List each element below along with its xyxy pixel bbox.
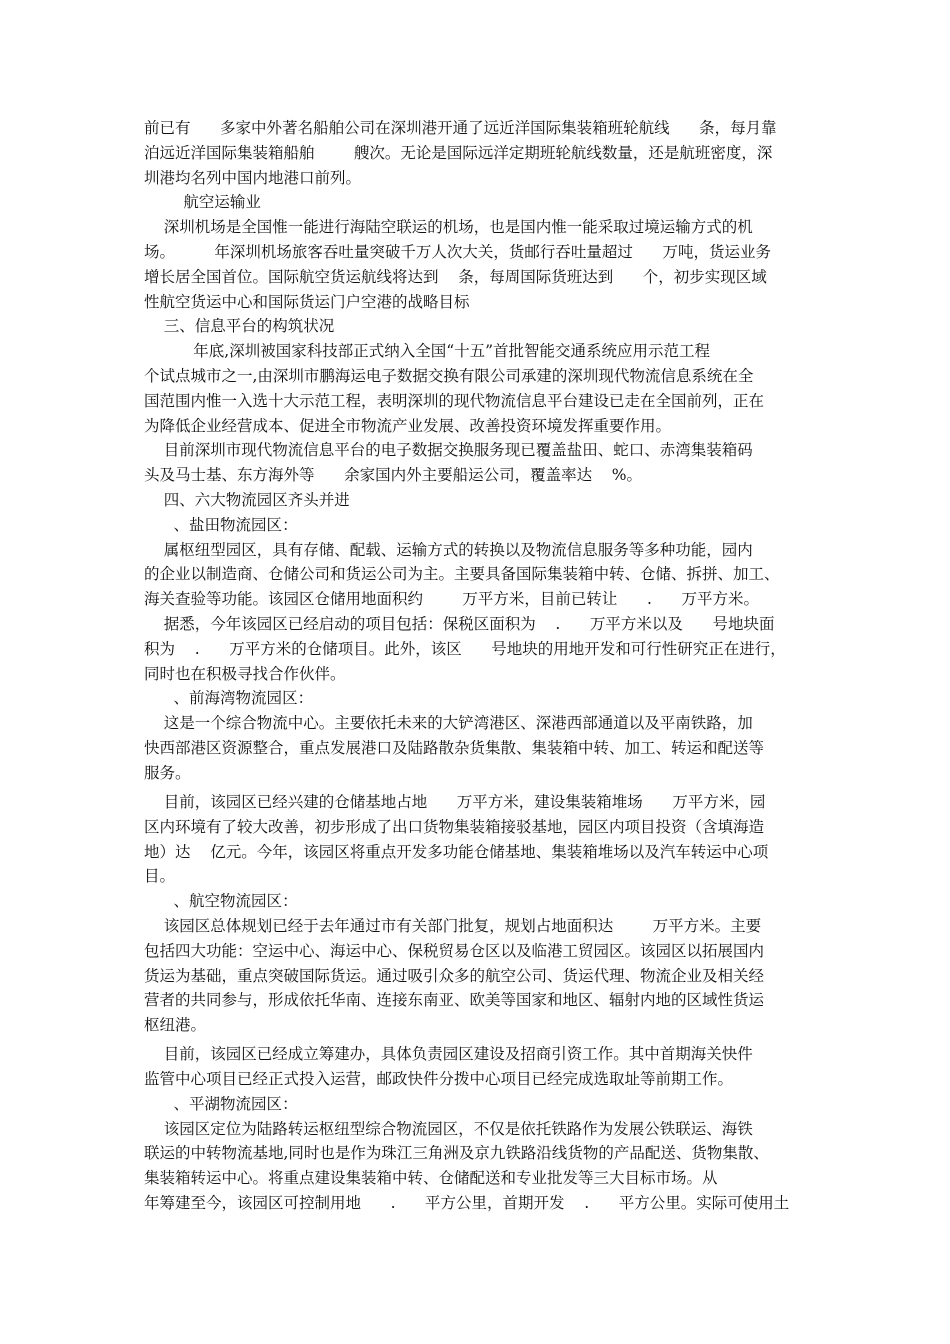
section-heading: 航空运输业 xyxy=(144,193,261,211)
text-line: 据悉，今年该园区已经启动的项目包括：保税区面积为 . 万平方米以及 号地块面 xyxy=(144,615,775,633)
text-line: 圳港均名列中国内地港口前列。 xyxy=(144,169,362,187)
section-heading: 三、信息平台的构筑状况 xyxy=(144,317,335,335)
text-line: 区内环境有了较大改善，初步形成了出口货物集装箱接驳基地，园区内项目投资（含填海造 xyxy=(144,818,765,836)
text-line: 同时也在积极寻找合作伙伴。 xyxy=(144,665,346,683)
text-line: 的企业以制造商、仓储公司和货运公司为主。主要具备国际集装箱中转、仓储、拆拼、加工、 xyxy=(144,565,780,583)
text-line: 积为 . 万平方米的仓储项目。此外，该区 号地块的用地开发和可行性研究正在进行， xyxy=(144,640,786,658)
section-heading: 四、六大物流园区齐头并进 xyxy=(144,491,350,509)
text-line: 深圳机场是全国惟一能进行海陆空联运的机场，也是国内惟一能采取过境运输方式的机 xyxy=(144,218,753,236)
text-line: 该园区定位为陆路转运枢纽型综合物流园区，不仅是依托铁路作为发展公铁联运、海铁 xyxy=(144,1120,753,1138)
text-line: 年底,深圳被国家科技部正式纳入全国“十五”首批智能交通系统应用示范工程 xyxy=(144,342,711,360)
text-line: 监管中心项目已经正式投入运营，邮政快件分拨中心项目已经完成选取址等前期工作。 xyxy=(144,1070,734,1088)
text-line: 目前，该园区已经成立筹建办，具体负责园区建设及招商引资工作。其中首期海关快件 xyxy=(144,1045,753,1063)
text-line: 前已有 多家中外著名船舶公司在深圳港开通了远近洋国际集装箱班轮航线 条，每月靠 xyxy=(144,119,777,137)
text-line: 枢纽港。 xyxy=(144,1016,207,1034)
text-line: 为降低企业经营成本、促进全市物流产业发展、改善投资环境发挥重要作用。 xyxy=(144,417,672,435)
subsection-heading: 、前海湾物流园区： xyxy=(144,689,314,707)
text-line: 联运的中转物流基地,同时也是作为珠江三角洲及京九铁路沿线货物的产品配送、货物集散、 xyxy=(144,1144,769,1162)
subsection-heading: 、盐田物流园区： xyxy=(144,516,298,534)
text-line: 地）达 亿元。今年，该园区将重点开发多功能仓储基地、集装箱堆场以及汽车转运中心项 xyxy=(144,843,769,861)
text-line: 属枢纽型园区，具有存储、配载、运输方式的转换以及物流信息服务等多种功能，园内 xyxy=(144,541,753,559)
text-line: 个试点城市之一,由深圳市鹏海运电子数据交换有限公司承建的深圳现代物流信息系统在全 xyxy=(144,367,754,385)
subsection-heading: 、航空物流园区： xyxy=(144,892,298,910)
text-line: 增长居全国首位。国际航空货运航线将达到 条，每周国际货班达到 个，初步实现区域 xyxy=(144,268,767,286)
text-line: 目前，该园区已经兴建的仓储基地占地 万平方米，建设集装箱堆场 万平方米，园 xyxy=(144,793,766,811)
text-line: 性航空货运中心和国际货运门户空港的战略目标 xyxy=(144,293,470,311)
text-line: 泊远近洋国际集装箱船舶 艘次。无论是国际远洋定期班轮航线数量，还是航班密度，深 xyxy=(144,144,773,162)
text-line: 集装箱转运中心。将重点建设集装箱中转、仓储配送和专业批发等三大目标市场。从 xyxy=(144,1169,718,1187)
text-line: 快西部港区资源整合，重点发展港口及陆路散杂货集散、集装箱中转、加工、转运和配送等 xyxy=(144,739,765,757)
text-line: 海关查验等功能。该园区仓储用地面积约 万平方米，目前已转让 . 万平方米。 xyxy=(144,590,759,608)
text-line: 货运为基础，重点突破国际货运。通过吸引众多的航空公司、货运代理、物流企业及相关经 xyxy=(144,967,765,985)
text-line: 头及马士基、东方海外等 余家国内外主要船运公司，覆盖率达 %。 xyxy=(144,466,643,484)
subsection-heading: 、平湖物流园区： xyxy=(144,1095,298,1113)
text-line: 营者的共同参与，形成依托华南、连接东南亚、欧美等国家和地区、辐射内地的区域性货运 xyxy=(144,991,765,1009)
text-line: 包括四大功能：空运中心、海运中心、保税贸易仓区以及临港工贸园区。该园区以拓展国内 xyxy=(144,942,765,960)
text-line: 场。 年深圳机场旅客吞吐量突破千万人次大关，货邮行吞吐量超过 万吨，货运业务 xyxy=(144,243,771,261)
text-line: 服务。 xyxy=(144,764,191,782)
text-line: 国范围内惟一入选十大示范工程，表明深圳的现代物流信息平台建设已走在全国前列，正在 xyxy=(144,392,765,410)
text-line: 目前深圳市现代物流信息平台的电子数据交换服务现已覆盖盐田、蛇口、赤湾集装箱码 xyxy=(144,441,753,459)
text-line: 年筹建至今，该园区可控制用地 . 平方公里，首期开发 . 平方公里。实际可使用土 xyxy=(144,1194,790,1212)
text-line: 这是一个综合物流中心。主要依托未来的大铲湾港区、深港西部通道以及平南铁路，加 xyxy=(144,714,753,732)
text-line: 目。 xyxy=(144,867,176,885)
text-line: 该园区总体规划已经于去年通过市有关部门批复，规划占地面积达 万平方米。主要 xyxy=(144,917,762,935)
